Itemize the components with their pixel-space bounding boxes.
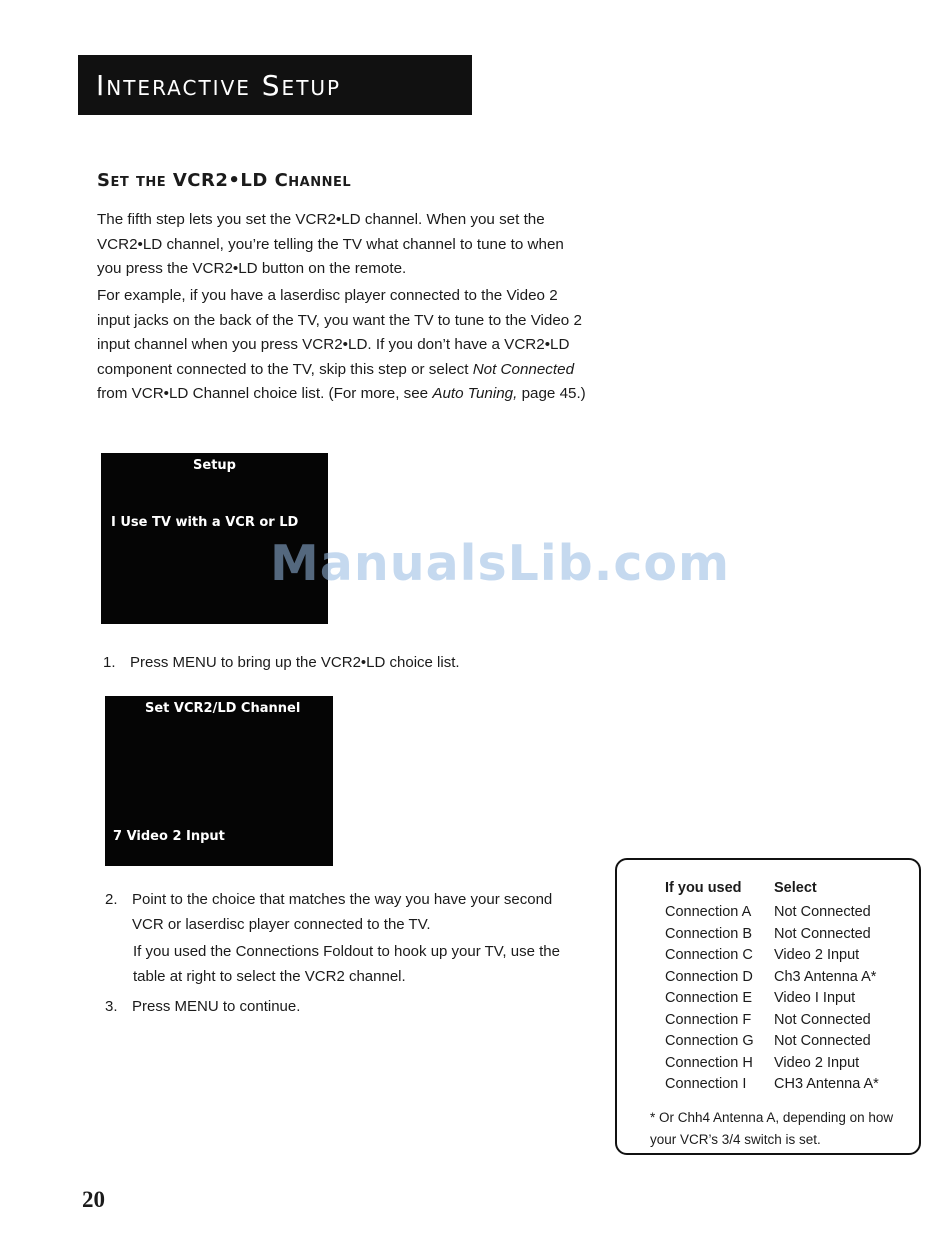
step-number: 2. <box>105 891 118 908</box>
example-text-c: page 45.) <box>517 385 586 402</box>
vcr2-channel-title: Set VCR2/LD Channel <box>145 701 301 716</box>
table-cell: Connection B <box>665 925 753 942</box>
table-cell: Video 2 Input <box>774 947 860 963</box>
table-cell: CH3 Antenna A* <box>774 1076 879 1092</box>
example-text-a: For example, if you have a laserdisc player connected to the Video 2 input jacks on the back of the TV, you want the TV to tune to the Video 2 input channel when you press VCR2•LD. If you don’t have a VCR2•LD component connected to the TV, skip this step or select <box>97 287 582 378</box>
vcr2-channel-item: 7 Video 2 Input <box>113 829 225 844</box>
example-paragraph <box>97 284 587 407</box>
table-cell: Connection G <box>665 1033 754 1049</box>
table-cell: Not Connected <box>774 904 871 920</box>
auto-tuning-reference: Auto Tuning, <box>432 385 518 402</box>
intro-paragraph: The fifth step lets you set the VCR2•LD channel. When you set the VCR2•LD channel, you’re telling the TV what channel to tune to when you press the VCR2•LD button on the remote. <box>97 211 564 277</box>
step-number: 1. <box>103 654 116 671</box>
table-cell: Not Connected <box>774 1033 871 1049</box>
table-cell: Not Connected <box>774 925 871 942</box>
setup-menu-item: I Use TV with a VCR or LD <box>111 515 299 530</box>
watermark: ManualsLib.com <box>270 535 731 592</box>
section-heading: Set the VCR2•LD Channel <box>97 170 352 191</box>
table-cell: Connection H <box>665 1054 753 1071</box>
connection-table <box>615 858 921 1155</box>
table-header-select: Select <box>774 880 817 896</box>
step-number: 3. <box>105 998 118 1015</box>
example-text-b: from VCR•LD Channel choice list. (For more, see <box>97 385 433 402</box>
table-cell: Connection C <box>665 947 753 963</box>
vcr2-channel-screenshot <box>105 696 333 866</box>
table-header-used: If you used <box>665 880 742 896</box>
table-cell: Video I Input <box>774 990 856 1006</box>
setup-menu-title: Setup <box>193 458 236 473</box>
step-text: Point to the choice that matches the way you have your second VCR or laserdisc player connected to the TV. <box>132 891 553 933</box>
table-cell: Not Connected <box>774 1011 871 1028</box>
table-cell: Connection A <box>665 904 752 920</box>
step-2-note: If you used the Connections Foldout to hook up your TV, use the table at right to select the VCR2 channel. <box>133 943 560 985</box>
table-cell: Video 2 Input <box>774 1054 860 1071</box>
table-cell: Ch3 Antenna A* <box>774 968 877 985</box>
table-cell: Connection F <box>665 1011 752 1028</box>
table-cell: Connection E <box>665 990 753 1006</box>
page-header-title: Interactive Setup <box>78 55 472 115</box>
table-footnote: * Or Chh4 Antenna A, depending on how your VCR’s 3/4 switch is set. <box>650 1110 894 1147</box>
page-number: 20 <box>82 1187 105 1212</box>
step-text: Press MENU to continue. <box>132 998 301 1015</box>
table-cell: Connection D <box>665 968 753 985</box>
not-connected-term: Not Connected <box>472 360 575 378</box>
table-cell: Connection I <box>665 1076 747 1092</box>
step-text: Press MENU to bring up the VCR2•LD choice list. <box>130 654 460 671</box>
